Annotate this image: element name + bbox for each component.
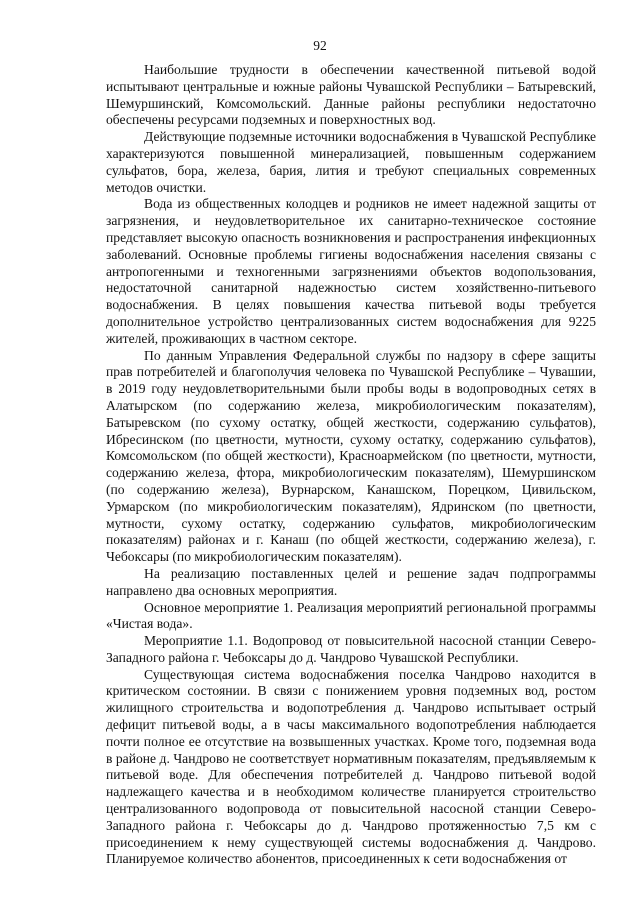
paragraph: Существующая система водоснабжения поселка Чандрово находится в критическом состоянии. В связи с понижением уровня подземных вод, ростом жилищного строительства и водопотребления д. Чандрово испытывает острый дефицит питьевой воды, а в часы максимального водопотребления наблюдается почти полное ее отсутствие на возвышенных участках. Кроме того, подземная вода в районе д. Чандрово не соответствует нормативным показателям, предъявляемым к питьевой воде. Для обеспечения потребителей д. Чандрово питьевой водой надлежащего качества и в необходимом количестве планируется строительство централизованного водопровода от повысительной насосной станции Северо-Западного района г. Чебоксары до д. Чандрово протяженностью 7,5 км с присоединением к нему существующей системы водоснабжения д. Чандрово. Планируемое количество абонентов, присоединенных к сети водоснабжения от bbox=[106, 666, 596, 867]
paragraph: Основное мероприятие 1. Реализация мероприятий региональной программы «Чистая вода». bbox=[106, 599, 596, 632]
paragraph: Мероприятие 1.1. Водопровод от повысительной насосной станции Северо-Западного района г. Чебоксары до д. Чандрово Чувашской Республики. bbox=[106, 633, 596, 665]
page-number: 92 bbox=[313, 38, 327, 53]
paragraph: Вода из общественных колодцев и родников не имеет надежной защиты от загрязнения, и неудовлетворительное их санитарно-техническое состояние представляет высокую опасность возникновения и распространения инфекционных заболеваний. Основные проблемы гигиены водоснабжения населения связаны с антропогенными и техногенными загрязнениями объектов водопользования, недостаточной санитарной надежностью систем хозяйственно-питьевого водоснабжения. В целях повышения качества питьевой воды требуется дополнительное устройство централизованных систем водоснабжения для 9225 жителей, проживающих в частном секторе. bbox=[106, 196, 596, 346]
paragraph: Наибольшие трудности в обеспечении качественной питьевой водой испытывают центральные и южные районы Чувашской Республики – Батыревский, Шемуршинский, Комсомольский. Данные районы республики недостаточно обеспечены ресурсами подземных и поверхностных вод. bbox=[106, 62, 596, 128]
body-text bbox=[106, 62, 596, 868]
paragraph: Действующие подземные источники водоснабжения в Чувашской Республике характеризуются повышенной минерализацией, повышенным содержанием сульфатов, бора, железа, бария, лития и требуют специальных современных методов очистки. bbox=[106, 129, 596, 195]
paragraph: По данным Управления Федеральной службы по надзору в сфере защиты прав потребителей и благополучия человека по Чувашской Республике – Чувашии, в 2019 году неудовлетворительными были пробы воды в водопроводных сетях в Алатырском (по содержанию железа, микробиологическим показателям), Батыревском (по сухому остатку, общей жесткости, содержанию сульфатов), Ибресинском (по цветности, мутности, сухому остатку, содержанию сульфатов), Комсомольском (по общей жесткости), Красноармейском (по цветности, мутности, содержанию железа, фтора, микробиологическим показателям), Шемуршинском (по содержанию железа), Вурнарском, Канашском, Порецком, Цивильском, Урмарском (по микробиологическим показателям), Ядринском (по цветности, мутности, сухому остатку, содержанию сульфатов, микробиологическим показателям) районах и г. Канаш (по общей жесткости, содержанию железа), г. Чебоксары (по микробиологическим показателям). bbox=[106, 347, 596, 565]
paragraph: На реализацию поставленных целей и решение задач подпрограммы направлено два основных мероприятия. bbox=[106, 565, 596, 598]
